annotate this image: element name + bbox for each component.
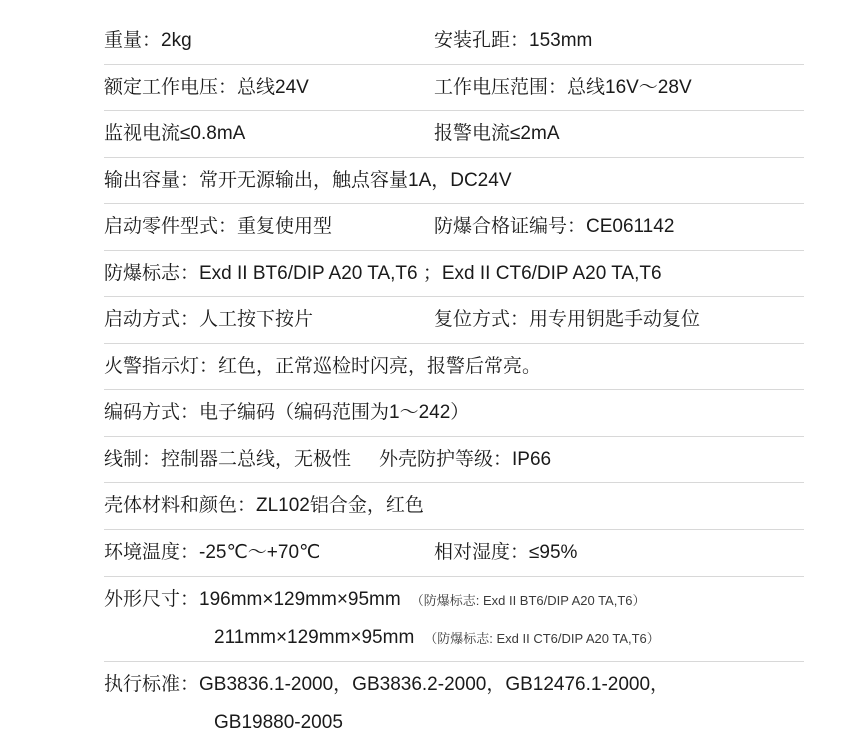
table-row	[104, 529, 804, 576]
spec-output-capacity: 输出容量：常开无源输出，触点容量1A，DC24V	[104, 169, 512, 191]
spec-fire-indicator: 火警指示灯：红色，正常巡检时闪亮，报警后常亮。	[104, 355, 542, 377]
table-row	[104, 203, 804, 250]
spec-monitor-current: 监视电流≤0.8mA	[104, 123, 246, 145]
spec-standards-line-2: GB19880-2005	[214, 712, 343, 734]
spec-dimensions-label: 外形尺寸：	[104, 588, 200, 610]
table-row	[104, 482, 804, 529]
spec-standards-label: 执行标准：	[104, 673, 200, 695]
spec-start-mode: 启动方式：人工按下按片	[104, 309, 314, 331]
table-row	[104, 389, 804, 436]
table-row	[104, 343, 804, 390]
spec-shell-material: 壳体材料和颜色：ZL102铝合金，红色	[104, 495, 424, 517]
spec-weight: 重量：2kg	[104, 30, 192, 51]
spec-dimensions-note-1: （防爆标志: Exd II BT6/DIP A20 TA,T6）	[410, 592, 646, 608]
spec-voltage-range: 工作电压范围：总线16V～28V	[434, 76, 692, 98]
spec-rated-voltage: 额定工作电压：总线24V	[104, 76, 309, 98]
table-row	[104, 436, 804, 483]
table-row-dimensions-second	[104, 622, 804, 661]
spec-certificate-number: 防爆合格证编号：CE061142	[434, 216, 675, 238]
spec-start-part-type: 启动零件型式：重复使用型	[104, 216, 333, 238]
spec-standards-line-1: GB3836.1-2000，GB3836.2-2000，GB12476.1-2000，	[199, 673, 670, 695]
spec-protection-grade: 外壳防护等级：IP66	[379, 448, 552, 470]
table-row	[104, 18, 804, 64]
spec-relative-humidity: 相对湿度：≤95%	[434, 542, 578, 564]
table-row	[104, 110, 804, 157]
spec-coding-mode: 编码方式：电子编码（编码范围为1～242）	[104, 402, 470, 424]
table-row-dimensions	[104, 576, 804, 623]
spec-ambient-temperature: 环境温度：-25℃～+70℃	[104, 542, 321, 564]
spec-dimensions-value-2: 211mm×129mm×95mm	[214, 627, 415, 649]
spec-reset-mode: 复位方式：用专用钥匙手动复位	[434, 309, 701, 331]
table-row	[104, 250, 804, 297]
table-row	[104, 296, 804, 343]
table-row-standards	[104, 661, 804, 708]
table-row-standards-second	[104, 707, 804, 743]
spec-dimensions-note-2: （防爆标志: Exd II CT6/DIP A20 TA,T6）	[424, 631, 660, 647]
table-row	[104, 157, 804, 204]
spec-dimensions-value-1: 196mm×129mm×95mm	[199, 588, 401, 610]
table-row	[104, 64, 804, 111]
spec-explosion-proof-mark: 防爆标志：Exd II BT6/DIP A20 TA,T6 ；Exd II CT6/DIP A20 TA,T6	[104, 262, 662, 284]
spec-alarm-current: 报警电流≤2mA	[434, 123, 560, 145]
spec-wiring-system: 线制：控制器二总线，无极性	[104, 448, 352, 470]
specification-table	[104, 18, 804, 743]
spec-mounting-distance: 安装孔距：153mm	[434, 30, 593, 51]
